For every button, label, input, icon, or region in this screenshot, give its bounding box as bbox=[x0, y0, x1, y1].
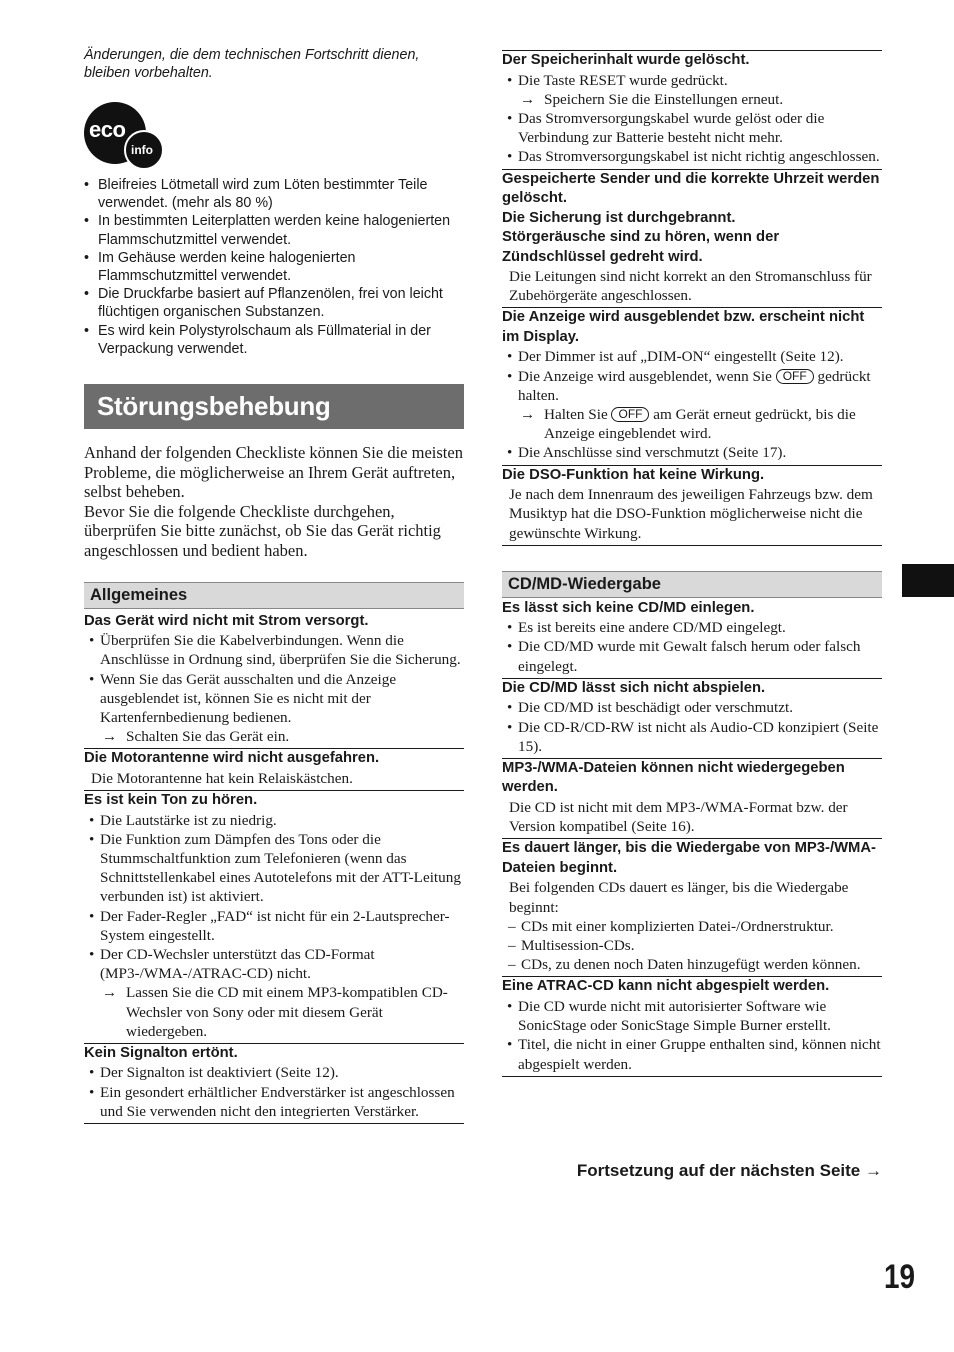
list-item: • Die Anzeige wird ausgeblendet, wenn Sie OFF gedrückt halten. bbox=[502, 367, 882, 405]
trouble-heading: Die CD/MD lässt sich nicht abspielen. bbox=[502, 679, 766, 696]
trouble-heading: Die Sicherung ist durchgebrannt. bbox=[502, 209, 736, 226]
trouble-heading: Der Speicherinhalt wurde gelöscht. bbox=[502, 52, 750, 68]
trouble-item bbox=[502, 839, 882, 977]
list-item: • Die Anschlüsse sind verschmutzt (Seite 17). bbox=[502, 443, 882, 462]
list-item: • Bleifreies Lötmetall wird zum Löten bestimmter Teile verwendet. (mehr als 80 %) bbox=[84, 176, 464, 212]
trouble-heading: Kein Signalton ertönt. bbox=[84, 1044, 238, 1061]
trouble-heading: Gespeicherte Sender und die korrekte Uhrzeit werden gelöscht. bbox=[502, 170, 880, 207]
list-item: – Multisession-CDs. bbox=[502, 936, 882, 955]
trouble-heading: Es ist kein Ton zu hören. bbox=[84, 792, 258, 809]
arrow-icon: → bbox=[865, 1161, 882, 1180]
list-item: • Das Stromversorgungskabel wurde gelöst oder die Verbindung zur Batterie besteht nicht mehr. bbox=[502, 109, 882, 147]
trouble-text: Die CD ist nicht mit dem MP3-/WMA-Format bzw. der Version kompatibel (Seite 16). bbox=[509, 798, 848, 836]
list-item: • Die CD/MD wurde mit Gewalt falsch herum oder falsch eingelegt. bbox=[502, 637, 882, 675]
trouble-item bbox=[502, 170, 882, 309]
trouble-text: Die Motorantenne hat kein Relaiskästchen. bbox=[91, 769, 353, 787]
trouble-heading: Eine ATRAC-CD kann nicht abgespielt werden. bbox=[502, 978, 830, 995]
list-item: • Die CD-R/CD-RW ist nicht als Audio-CD konzipiert (Seite 15). bbox=[502, 718, 882, 756]
intro-paragraph: Bevor Sie die folgende Checkliste durchgehen, überprüfen Sie bitte zunächst, ob Sie das Gerät richtig angeschlossen und bedient haben. bbox=[84, 501, 441, 560]
arrow-icon: → bbox=[102, 984, 118, 1002]
trouble-heading: Die Motorantenne wird nicht ausgefahren. bbox=[84, 750, 380, 767]
arrow-icon: → bbox=[520, 406, 536, 424]
trouble-item bbox=[84, 612, 464, 750]
list-item: • Die Taste RESET wurde gedrückt. bbox=[502, 71, 882, 90]
section-title: Störungsbehebung bbox=[84, 384, 464, 429]
list-item: • Es ist bereits eine andere CD/MD eingelegt. bbox=[502, 618, 882, 637]
eco-info-logo bbox=[84, 100, 164, 168]
trouble-item bbox=[502, 599, 882, 679]
remedy: → Speichern Sie die Einstellungen erneut. bbox=[520, 90, 784, 108]
list-item: • Es wird kein Polystyrolschaum als Füllmaterial in der Verpackung verwendet. bbox=[84, 322, 464, 358]
list-item: • Die CD/MD ist beschädigt oder verschmutzt. bbox=[502, 698, 882, 717]
trouble-heading: Das Gerät wird nicht mit Strom versorgt. bbox=[84, 612, 369, 629]
list-item: • In bestimmten Leiterplatten werden keine halogenierten Flammschutzmittel verwendet. bbox=[84, 212, 464, 248]
subsection-cdmd: CD/MD-Wiedergabe bbox=[502, 571, 882, 598]
trouble-text: Bei folgenden CDs dauert es länger, bis die Wiedergabe beginnt: bbox=[509, 879, 849, 916]
trouble-item bbox=[502, 679, 882, 759]
trouble-heading: Es lässt sich keine CD/MD einlegen. bbox=[502, 599, 755, 616]
list-item: • Der Dimmer ist auf „DIM-ON“ eingestellt (Seite 12). bbox=[502, 347, 882, 366]
list-item: • Die Lautstärke ist zu niedrig. bbox=[84, 811, 464, 830]
trouble-item bbox=[502, 977, 882, 1076]
trouble-heading: Die Anzeige wird ausgeblendet bzw. erscheint nicht im Display. bbox=[502, 309, 865, 345]
subsection-allgemeines: Allgemeines bbox=[84, 582, 464, 609]
trouble-item bbox=[502, 308, 882, 465]
intro-paragraph: Anhand der folgenden Checkliste können Sie die meisten Probleme, die möglicherweise an Ihrem Gerät auftreten, selbst beheben. bbox=[84, 443, 463, 502]
eco-logo-text: eco bbox=[89, 117, 126, 142]
continue-note: Fortsetzung auf der nächsten Seite → bbox=[576, 1161, 882, 1180]
list-item: • Im Gehäuse werden keine halogenierten Flammschutzmittel verwendet. bbox=[84, 249, 464, 285]
trouble-heading: Die DSO-Funktion hat keine Wirkung. bbox=[502, 466, 765, 483]
trouble-heading: MP3-/WMA-Dateien können nicht wiedergegeben werden. bbox=[502, 759, 845, 796]
trouble-item bbox=[84, 749, 464, 791]
list-item: – CDs, zu denen noch Daten hinzugefügt werden können. bbox=[502, 955, 882, 974]
trouble-text: Die Leitungen sind nicht korrekt an den Stromanschluss für Zubehörgeräte angeschlossen. bbox=[509, 268, 872, 305]
list-item: • Der Signalton ist deaktiviert (Seite 12). bbox=[84, 1063, 464, 1082]
trouble-heading: Es dauert länger, bis die Wiedergabe von MP3-/WMA-Dateien beginnt. bbox=[502, 840, 876, 876]
list-item: • Die Druckfarbe basiert auf Pflanzenölen, frei von leicht flüchtigen organischen Substanzen. bbox=[84, 285, 464, 321]
list-item: • Titel, die nicht in einer Gruppe enthalten sind, können nicht abgespielt werden. bbox=[502, 1035, 882, 1073]
thumb-index-tab bbox=[902, 564, 954, 597]
intro-text bbox=[84, 443, 464, 561]
list-item: • Der CD-Wechsler unterstützt das CD-Format (MP3-/WMA-/ATRAC-CD) nicht. bbox=[84, 945, 464, 983]
trouble-item bbox=[502, 51, 882, 170]
remedy: → Schalten Sie das Gerät ein. bbox=[102, 728, 290, 746]
trouble-heading: Störgeräusche sind zu hören, wenn der Zündschlüssel gedreht wird. bbox=[502, 229, 780, 265]
page-number: 19 bbox=[884, 1258, 916, 1296]
trouble-item bbox=[84, 791, 464, 1044]
remedy: → Lassen Sie die CD mit einem MP3-kompatiblen CD-Wechsler von Sony oder mit diesem Gerät wiedergeben. bbox=[102, 984, 448, 1040]
list-item: – CDs mit einer komplizierten Datei-/Ordnerstruktur. bbox=[502, 917, 882, 936]
right-column bbox=[502, 50, 882, 1077]
eco-logo-subtext: info bbox=[131, 143, 153, 157]
off-key-label: OFF bbox=[611, 407, 649, 422]
list-item: • Überprüfen Sie die Kabelverbindungen. Wenn die Anschlüsse in Ordnung sind, überprüfen Sie die Sicherung. bbox=[84, 631, 464, 669]
trouble-item bbox=[502, 466, 882, 546]
left-column bbox=[84, 46, 464, 1124]
remedy: → Halten Sie OFF am Gerät erneut gedrückt, bis die Anzeige eingeblendet wird. bbox=[520, 406, 856, 443]
trouble-item bbox=[502, 759, 882, 839]
list-item: • Ein gesondert erhältlicher Endverstärker ist angeschlossen und Sie verwenden nicht den integrierten Verstärker. bbox=[84, 1083, 464, 1121]
trouble-item bbox=[84, 1044, 464, 1124]
arrow-icon: → bbox=[102, 728, 118, 746]
eco-feature-list bbox=[84, 176, 464, 358]
off-key-label: OFF bbox=[776, 369, 814, 384]
list-item: • Der Fader-Regler „FAD“ ist nicht für ein 2-Lautsprecher-System eingestellt. bbox=[84, 907, 464, 945]
list-item: • Wenn Sie das Gerät ausschalten und die Anzeige ausgeblendet ist, können Sie es nicht mit der Kartenfernbedienung bedienen. bbox=[84, 670, 464, 728]
list-item: • Das Stromversorgungskabel ist nicht richtig angeschlossen. bbox=[502, 147, 882, 166]
list-item: • Die CD wurde nicht mit autorisierter Software wie SonicStage oder SonicStage Simple Burner erstellt. bbox=[502, 997, 882, 1035]
trouble-text: Je nach dem Innenraum des jeweiligen Fahrzeugs bzw. dem Musiktyp hat die DSO-Funktion möglicherweise nicht die gewünschte Wirkung. bbox=[509, 486, 873, 542]
arrow-icon: → bbox=[520, 90, 536, 108]
disclaimer-note: Änderungen, die dem technischen Fortschritt dienen, bleiben vorbehalten. bbox=[84, 47, 420, 81]
list-item: • Die Funktion zum Dämpfen des Tons oder die Stummschaltfunktion zum Telefonieren (wenn das Schnittstellenkabel eines Autotelefons mit der ATT-Leitung verbunden ist) ist aktiviert. bbox=[84, 830, 464, 907]
